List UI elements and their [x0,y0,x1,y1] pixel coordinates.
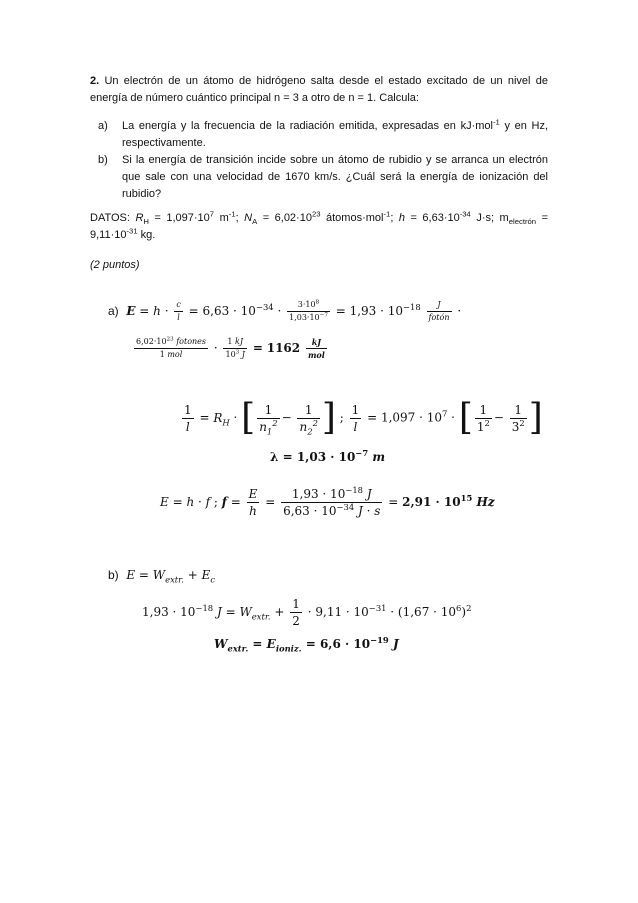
datos-line: DATOS: $R_H = 1,097\cdot 10^7$ $m^{-1}$; $N_A = 6,02\cdot 10^{23}$ átomos·mol$^{-1}$; $h = 6,63\cdot 10^{-34}$ J·s; $m_{electrón} = 9,11\cdot 10^{-31}$ kg. [90,209,548,241]
result-ionization: $W_{extr.} = E_{ioniz.} = 6,6 \cdot 10^{-19}$ J [214,635,399,654]
rydberg-equation: $\frac{1}{l}$ = $R_H$ · [ $\frac{1}{n_1^2}$ − $\frac{1}{n_2^2}$ ] ; $\frac{1}{l}$ = $1,097 \cdot 10^7$ · [ $\frac{1}{1^2}$ − $\frac{1}{3^2}$ ] [184,397,543,438]
solution-b-label: b) [108,568,119,582]
solution-b-substitution: $1,93 \cdot 10^{-18}$ $J = W_{extr.}$ + $\frac{1}{2}$ · $9,11 \cdot 10^{-31} \cdot (1,67 \cdot 10^6)^2$ [142,597,472,628]
result-frequency: $2,91 \cdot 10^{15}$ Hz [402,493,495,509]
question-b: b) Si la energía de transición incide sobre un átomo de rubidio y se arranca un electrón que sale con una velocidad de 1670 km/s. ¿Cuál será la energía de ionización del rubidio? [98,154,548,200]
question-a: a) La energía y la frecuencia de la radiación emitida, expresadas en kJ·mol$^{-1}$ y en Hz, respectivamente. [98,117,549,149]
problem-statement [90,73,548,107]
points-label: (2 puntos) [90,259,140,271]
solution-b-equation: b) $E = W_{extr.} + E_c$ [108,568,216,585]
result-lambda: $\lambda = 1,03 \cdot 10^{-7}$ m [270,448,386,464]
frequency-equation: E = h · f ; f = $\frac{E}{h}$ = $\frac{1,93 \cdot 10^{-18} J}{6,63 \cdot 10^{-34} J \cdot s}$ = $2,91 \cdot 10^{15}$ Hz [160,485,495,518]
problem-text: Un electrón de un átomo de hidrógeno salta desde el estado excitado de un nivel de energía de número cuántico principal n = 3 a otro de n = 1. Calcula: [90,75,549,104]
problem-number: 2. [90,75,100,87]
solution-a-label: a) [108,304,119,318]
question-list [90,118,548,203]
solution-a-energy: a) E = h · $\frac{c}{l}$ = $6,63 \cdot 10^{-34}$ · $\frac{3\cdot 10^8}{1,03\cdot 10^{-7}}$ = $1,93 \cdot 10^{-18}$ $\frac{J}{\text{fotón}}$ · [108,299,462,322]
solution-a-conversion: $\frac{6,02\cdot 10^{23} fotones}{\text{1 mol}}$ · $\frac{1 kJ}{10^3 J}$ = 1162 $\frac{kJ}{\text{mol}}$ [136,336,325,360]
result-kj: 1162 [266,341,301,355]
